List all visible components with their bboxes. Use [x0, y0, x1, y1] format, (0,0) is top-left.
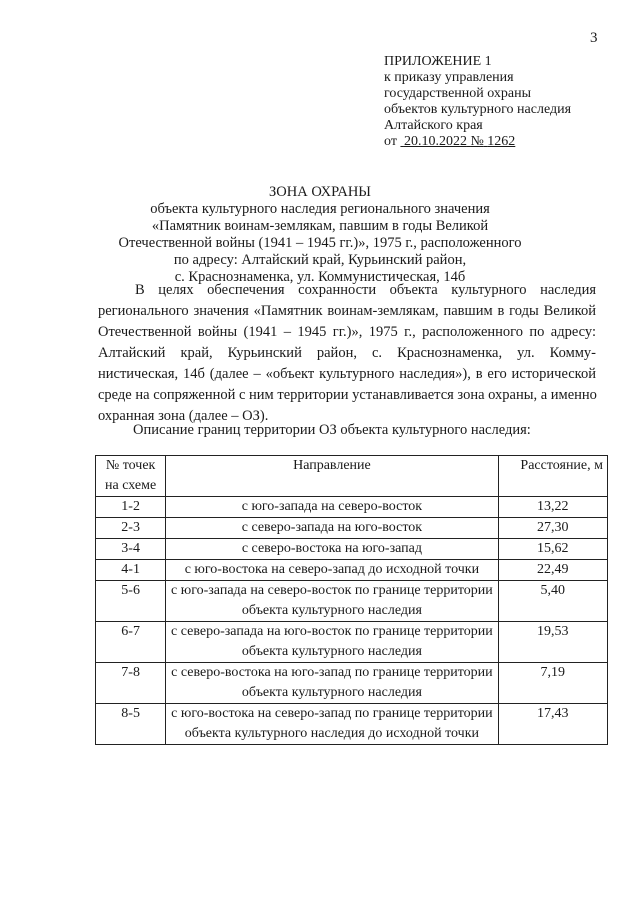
body-line: Отечественной войны (1941 – 1945 гг.)», 1975 г., расположенного по адресу:	[98, 324, 596, 340]
cell-distance: 5,40	[498, 581, 607, 622]
cell-points: 4-1	[96, 560, 166, 581]
table-row	[96, 622, 608, 663]
body-line: В целях обеспечения сохранности объекта культурного наследия	[135, 282, 596, 298]
appendix-date-line	[384, 134, 571, 150]
cell-points: 2-3	[96, 518, 166, 539]
cell-distance: 27,30	[498, 518, 607, 539]
cell-points: 1-2	[96, 497, 166, 518]
table-row	[96, 518, 608, 539]
date-prefix: от	[384, 134, 397, 149]
order-date: 20.10.2022 № 1262	[403, 134, 516, 149]
cell-points: 8-5	[96, 704, 166, 745]
appendix-title: ПРИЛОЖЕНИЕ 1	[384, 54, 492, 69]
table-row	[96, 581, 608, 622]
cell-distance: 17,43	[498, 704, 607, 745]
table-caption: Описание границ территории ОЗ объекта культурного наследия:	[133, 422, 531, 438]
cell-direction: с юго-запада на северо-восток	[166, 497, 498, 518]
cell-points: 5-6	[96, 581, 166, 622]
body-paragraph	[98, 280, 596, 427]
cell-points: 3-4	[96, 539, 166, 560]
body-line: Алтайский край, Курьинский район, с. Краснознаменка, ул. Комму-	[98, 345, 596, 361]
appendix-line: объектов культурного наследия	[384, 102, 572, 117]
boundary-table	[95, 455, 608, 745]
body-line: регионального значения «Памятник воинам-землякам, павшим в годы Великой	[98, 303, 596, 319]
cell-direction: с юго-востока на северо-запад по границе территории объекта культурного наследия до исходной точки	[166, 704, 498, 745]
cell-direction: с северо-востока на юго-запад по границе территории объекта культурного наследия	[166, 663, 498, 704]
header-distance: Расстояние, м	[498, 456, 607, 497]
number-prefix: №	[470, 134, 484, 149]
cell-distance: 22,49	[498, 560, 607, 581]
appendix-line: государственной охраны	[384, 86, 532, 101]
zone-line: по адресу: Алтайский край, Курьинский район,	[173, 252, 467, 268]
zone-line: объекта культурного наследия регионального значения	[150, 201, 490, 217]
table-header-row	[96, 456, 608, 497]
zone-heading	[0, 184, 640, 286]
table-row	[96, 560, 608, 581]
appendix-line: Алтайского края	[384, 118, 483, 133]
cell-distance: 7,19	[498, 663, 607, 704]
zone-line: с. Краснознаменка, ул. Коммунистическая, 14б	[174, 269, 466, 285]
cell-distance: 15,62	[498, 539, 607, 560]
cell-direction: с северо-востока на юго-запад	[166, 539, 498, 560]
table-row	[96, 663, 608, 704]
zone-line: «Памятник воинам-землякам, павшим в годы Великой	[151, 218, 489, 234]
table-row	[96, 539, 608, 560]
cell-points: 7-8	[96, 663, 166, 704]
cell-distance: 19,53	[498, 622, 607, 663]
body-line: охранная зона (далее – ОЗ).	[98, 408, 269, 424]
page-number: 3	[590, 30, 598, 46]
zone-title: ЗОНА ОХРАНЫ	[269, 184, 371, 200]
cell-direction: с юго-востока на северо-запад до исходной точки	[166, 560, 498, 581]
zone-line: Отечественной войны (1941 – 1945 гг.)», 1975 г., расположенного	[118, 235, 522, 251]
header-points: № точек на схеме	[96, 456, 166, 497]
cell-distance: 13,22	[498, 497, 607, 518]
cell-direction: с юго-запада на северо-восток по границе территории объекта культурного наследия	[166, 581, 498, 622]
body-line: нистическая, 14б (далее – «объект культурного наследия»), в его исторической	[98, 366, 596, 382]
appendix-block	[384, 54, 571, 150]
body-line: среде на сопряженной с ним территории устанавливается зона охраны, а именно	[98, 387, 597, 403]
order-number: 1262	[487, 134, 516, 149]
cell-points: 6-7	[96, 622, 166, 663]
cell-direction: с северо-запада на юго-восток по границе территории объекта культурного наследия	[166, 622, 498, 663]
table-row	[96, 497, 608, 518]
appendix-line: к приказу управления	[384, 70, 514, 85]
header-direction: Направление	[166, 456, 498, 497]
cell-direction: с северо-запада на юго-восток	[166, 518, 498, 539]
table-row	[96, 704, 608, 745]
